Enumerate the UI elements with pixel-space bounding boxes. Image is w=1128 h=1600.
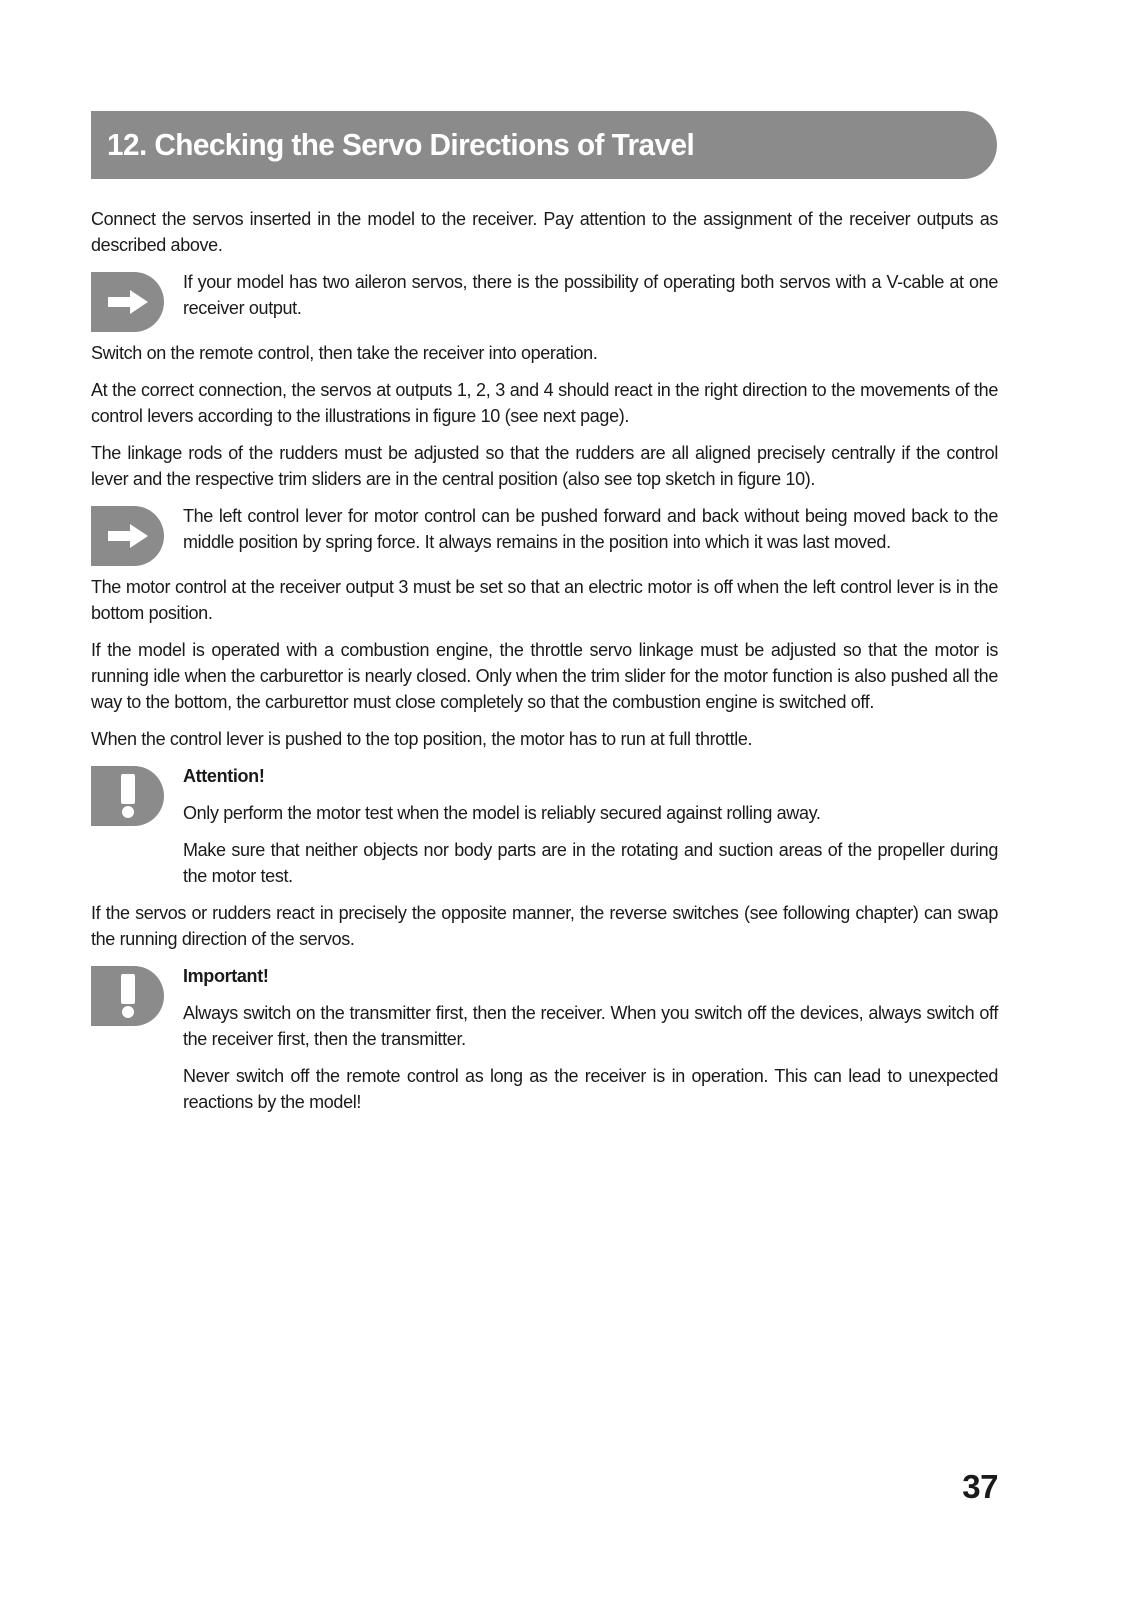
info-note <box>91 269 998 329</box>
important-note <box>91 963 998 1115</box>
exclamation-icon <box>91 766 164 826</box>
note-text: Always switch on the transmitter first, then the receiver. When you switch off the devices, always switch off the receiver first, then the transmitter. <box>183 1003 998 1049</box>
arrow-right-icon <box>91 272 164 332</box>
paragraph: The linkage rods of the rudders must be adjusted so that the rudders are all aligned precisely centrally if the control lever and the respective trim sliders are in the central position (also see top sketch in figure 10). <box>91 443 998 489</box>
note-title: Attention! <box>183 766 265 786</box>
note-text: Never switch off the remote control as long as the receiver is in operation. This can lead to unexpected reactions by the model! <box>183 1066 998 1112</box>
section-title: 12. Checking the Servo Directions of Travel <box>107 127 695 162</box>
exclamation-icon <box>91 966 164 1026</box>
paragraph: If the servos or rudders react in precisely the opposite manner, the reverse switches (see following chapter) can swap the running direction of the servos. <box>91 903 998 949</box>
page-number: 37 <box>962 1468 998 1505</box>
arrow-right-icon <box>91 506 164 566</box>
paragraph: At the correct connection, the servos at outputs 1, 2, 3 and 4 should react in the right direction to the movements of the control levers according to the illustrations in figure 10 (see next page). <box>91 380 998 426</box>
attention-note <box>91 763 998 889</box>
note-text: If your model has two aileron servos, there is the possibility of operating both servos with a V-cable at one receiver output. <box>183 272 998 318</box>
page-content <box>91 206 998 1126</box>
paragraph: The motor control at the receiver output 3 must be set so that an electric motor is off when the left control lever is in the bottom position. <box>91 577 998 623</box>
note-text: Only perform the motor test when the model is reliably secured against rolling away. <box>183 803 821 823</box>
note-title: Important! <box>183 966 269 986</box>
info-note <box>91 503 998 563</box>
note-text: The left control lever for motor control can be pushed forward and back without being moved back to the middle position by spring force. It always remains in the position into which it was last moved. <box>183 506 998 552</box>
paragraph: When the control lever is pushed to the top position, the motor has to run at full throttle. <box>91 729 753 749</box>
paragraph: Switch on the remote control, then take the receiver into operation. <box>91 343 598 363</box>
paragraph: If the model is operated with a combustion engine, the throttle servo linkage must be adjusted so that the motor is running idle when the carburettor is nearly closed. Only when the trim slider for the motor function is also pushed all the way to the bottom, the carburettor must close completely so that the combustion engine is switched off. <box>91 640 998 712</box>
note-text: Make sure that neither objects nor body parts are in the rotating and suction areas of the propeller during the motor test. <box>183 840 998 886</box>
paragraph: Connect the servos inserted in the model to the receiver. Pay attention to the assignment of the receiver outputs as described above. <box>91 209 998 255</box>
section-header-bar <box>91 111 997 179</box>
